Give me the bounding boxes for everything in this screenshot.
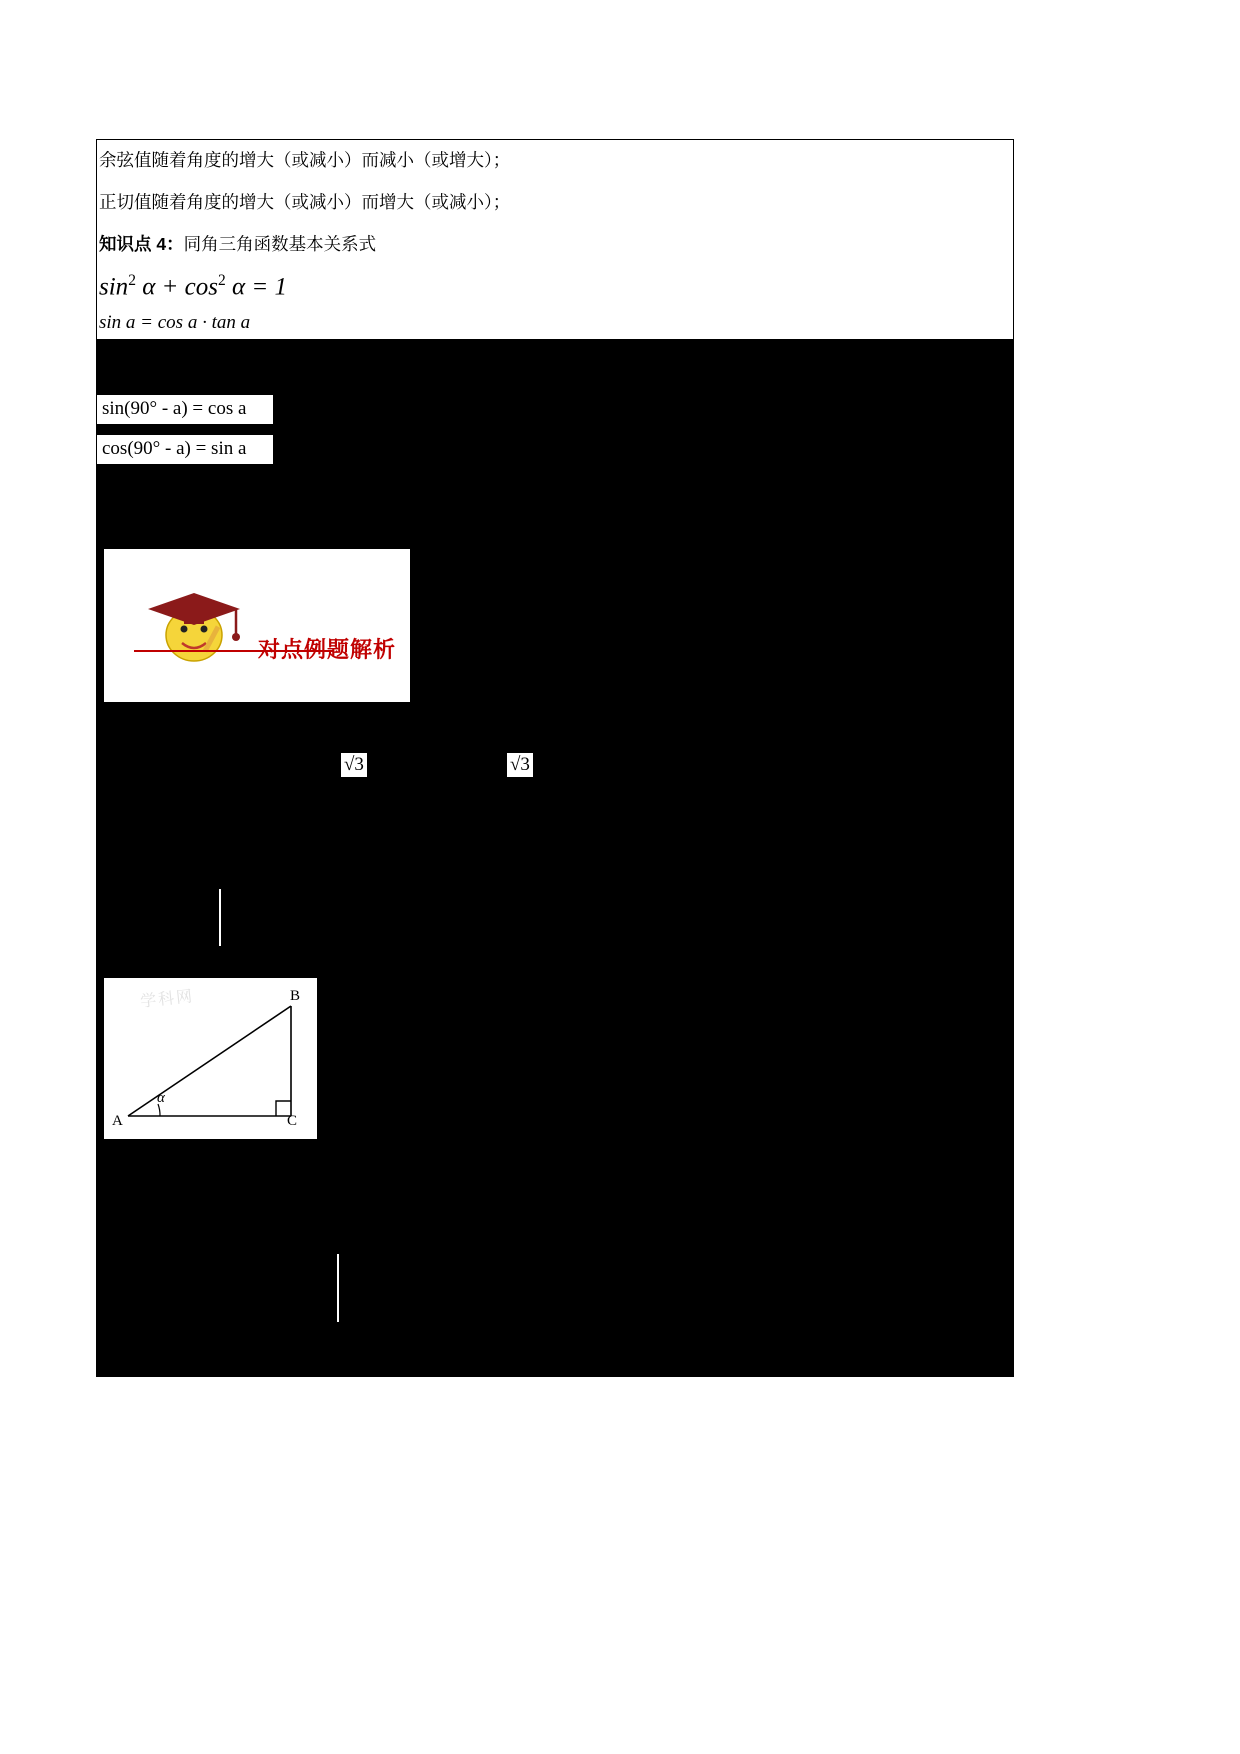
- text-cursor-stroke-2: [337, 1254, 339, 1322]
- formula-pythagorean-identity: [99, 272, 287, 301]
- figure-vertex-a: A: [112, 1113, 123, 1129]
- graduation-cap-icon: [132, 577, 252, 667]
- section-banner: [103, 548, 411, 703]
- triangle-drawing: [104, 978, 317, 1139]
- knowledge-point-label: 知识点 4：: [99, 234, 184, 254]
- redacted-region: [96, 339, 1013, 1377]
- body-line-1: 余弦值随着角度的增大（或减小）而减小（或增大）；: [99, 150, 511, 170]
- formula-sup-1: 2: [128, 272, 136, 289]
- knowledge-point-title: 同角三角函数基本关系式: [183, 234, 377, 254]
- figure-angle-label: α: [157, 1090, 165, 1106]
- figure-watermark: 学科网: [139, 988, 195, 1011]
- formula-mid-token: α + cos: [135, 273, 219, 301]
- formula-sup-2: 2: [218, 272, 226, 289]
- formula-cofunction-sin: sin(90° - a) = cos a: [96, 394, 274, 425]
- formula-end-token: α = 1: [225, 273, 288, 301]
- banner-title: 对点例题解析: [257, 637, 396, 662]
- formula-sin-token: sin: [99, 273, 129, 301]
- sqrt-value-2: √3: [507, 753, 533, 777]
- body-line-2: 正切值随着角度的增大（或减小）而增大（或减小）；: [99, 192, 511, 212]
- figure-vertex-b: B: [290, 988, 301, 1004]
- figure-right-triangle: [103, 977, 318, 1140]
- sqrt-value-1: √3: [341, 753, 367, 777]
- text-cursor-stroke-1: [219, 889, 221, 946]
- figure-vertex-c: C: [287, 1113, 298, 1129]
- knowledge-point-heading: [99, 232, 376, 256]
- formula-cofunction-cos: cos(90° - a) = sin a: [96, 434, 274, 465]
- formula-tangent-identity: sin a = cos a · tan a: [99, 312, 251, 333]
